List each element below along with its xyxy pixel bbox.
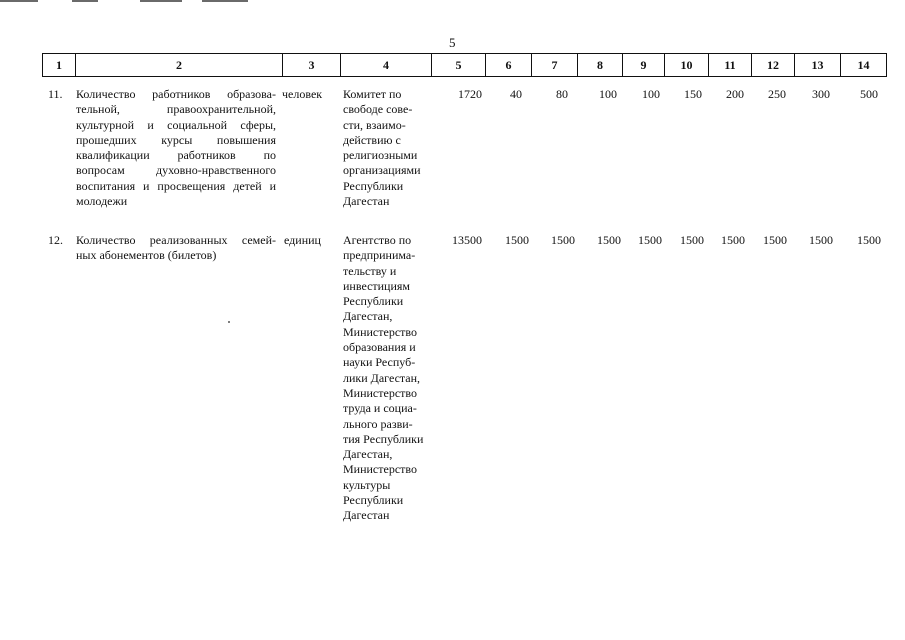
text-line: Республики — [343, 294, 404, 309]
text-line: ных абонементов (билетов) — [76, 248, 217, 263]
text-line: Министерство — [343, 385, 417, 400]
value-cell: 1500 — [551, 233, 575, 247]
page-number: 5 — [449, 35, 456, 50]
header-cell: 9 — [623, 54, 665, 76]
header-cell: 7 — [532, 54, 578, 76]
row-number: 11. — [48, 87, 63, 101]
text-line: труда и социа- — [343, 401, 417, 416]
text-line: культурной и социальной сферы, — [76, 117, 276, 132]
text-line: Дагестан — [343, 508, 390, 523]
text-line: воспитания и просвещения детей и — [76, 178, 276, 193]
header-cell: 11 — [709, 54, 752, 76]
value-cell: 300 — [812, 87, 830, 101]
value-cell: 200 — [726, 87, 744, 101]
header-cell: 2 — [76, 54, 283, 76]
value-cell: 1500 — [597, 233, 621, 247]
scan-artifact — [140, 0, 182, 2]
value-cell: 80 — [556, 87, 568, 101]
value-cell: 1500 — [638, 233, 662, 247]
text-line: Агентство по — [343, 233, 412, 247]
text-line: прошедших курсы повышения — [76, 132, 276, 147]
value-cell: 100 — [642, 87, 660, 101]
value-cell: 100 — [599, 87, 617, 101]
text-line: организациями — [343, 163, 421, 178]
value-cell: 1500 — [505, 233, 529, 247]
text-line: действию с — [343, 132, 401, 147]
header-cell: 12 — [752, 54, 795, 76]
value-cell: 250 — [768, 87, 786, 101]
text-line: молодежи — [76, 194, 128, 209]
text-line: Количество реализованных семей- — [76, 233, 276, 247]
value-cell: 1500 — [763, 233, 787, 247]
text-line: Республики — [343, 178, 404, 193]
text-line: Дагестан — [343, 194, 390, 209]
unit-of-measure: единиц — [284, 233, 321, 247]
text-line: льного разви- — [343, 416, 413, 431]
value-cell: 150 — [684, 87, 702, 101]
text-line: Количество работников образова- — [76, 87, 276, 101]
text-line: Дагестан, — [343, 309, 393, 324]
text-line: образования и — [343, 340, 416, 355]
header-cell: 4 — [341, 54, 432, 76]
value-cell: 1500 — [857, 233, 881, 247]
header-cell: 10 — [665, 54, 709, 76]
scan-artifact — [202, 0, 248, 2]
header-cell: 1 — [43, 54, 76, 76]
header-cell: 3 — [283, 54, 341, 76]
scan-artifact — [72, 0, 98, 2]
text-line: тельству и — [343, 263, 397, 278]
text-line: лики Дагестан, — [343, 370, 421, 385]
text-line: предпринима- — [343, 248, 416, 263]
header-cell: 14 — [857, 57, 870, 72]
text-line: религиозными — [343, 148, 418, 163]
indicator-text — [76, 87, 276, 209]
header-cell: 13 — [795, 54, 841, 76]
value-cell: 13500 — [452, 233, 482, 247]
indicator-text — [76, 233, 276, 264]
text-line: культуры — [343, 477, 391, 492]
text-line: Дагестан, — [343, 447, 393, 462]
text-line: вопросам духовно-нравственного — [76, 163, 276, 178]
text-line: тия Республики — [343, 431, 424, 446]
value-cell: 1500 — [721, 233, 745, 247]
row-number: 12. — [48, 233, 63, 247]
header-cell: 5 — [432, 54, 486, 76]
text-line: квалификации работников по — [76, 148, 276, 163]
text-line: Министерство — [343, 462, 417, 477]
text-line: свободе сове- — [343, 102, 413, 117]
value-cell: 1500 — [680, 233, 704, 247]
scan-artifact — [0, 0, 38, 2]
text-line: инвестициям — [343, 278, 411, 293]
text-line: Министерство — [343, 324, 417, 339]
text-line: Республики — [343, 493, 404, 508]
header-cell: 6 — [486, 54, 532, 76]
value-cell: 1500 — [809, 233, 833, 247]
responsible-executor — [343, 87, 438, 209]
scan-speck — [228, 321, 230, 323]
value-cell: 1720 — [458, 87, 482, 101]
header-cell: 8 — [578, 54, 623, 76]
unit-of-measure: человек — [282, 87, 323, 101]
text-line: сти, взаимо- — [343, 117, 406, 132]
value-cell: 40 — [510, 87, 522, 101]
text-line: Комитет по — [343, 87, 402, 101]
value-cell: 500 — [860, 87, 878, 101]
responsible-executor — [343, 233, 438, 524]
text-line: науки Респуб- — [343, 355, 416, 370]
text-line: тельной, правоохранительной, — [76, 102, 276, 117]
table-header-row — [42, 53, 887, 77]
